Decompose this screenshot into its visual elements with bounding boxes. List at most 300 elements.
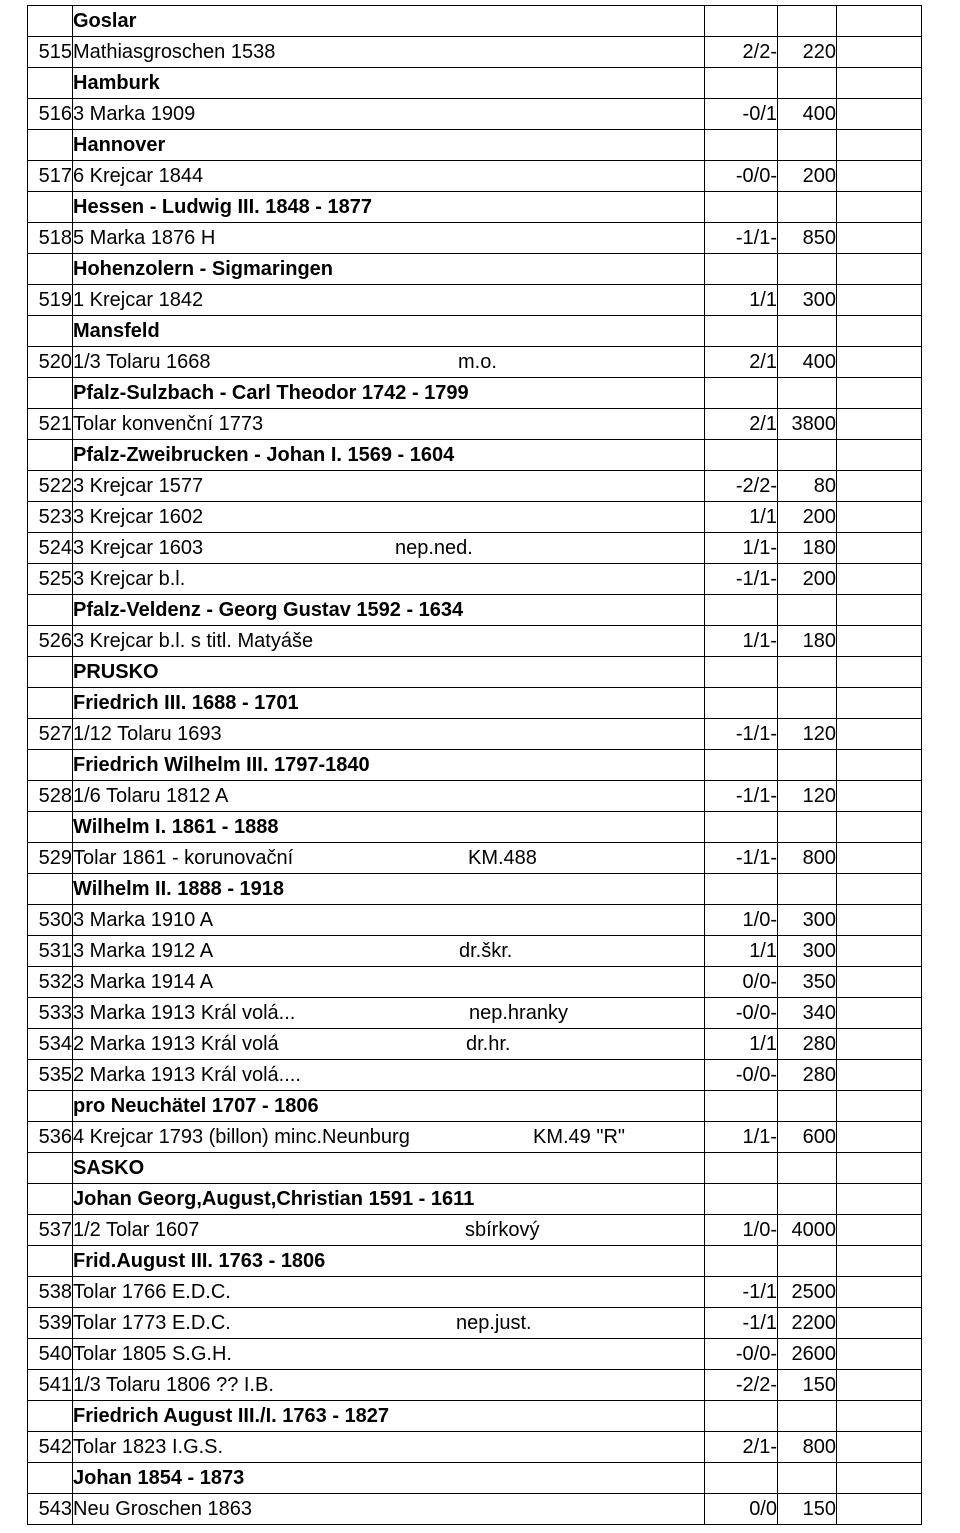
coin-row bbox=[28, 781, 922, 812]
empty-cell bbox=[837, 1370, 922, 1401]
coin-price: 400 bbox=[778, 347, 837, 378]
empty-cell bbox=[837, 688, 922, 719]
section-heading-row bbox=[28, 657, 922, 688]
empty-cell bbox=[837, 316, 922, 347]
coin-price bbox=[778, 1401, 837, 1432]
lot-number bbox=[28, 1153, 73, 1184]
lot-number bbox=[28, 595, 73, 626]
coin-price: 220 bbox=[778, 37, 837, 68]
coin-description-cell bbox=[73, 843, 705, 874]
section-title: Mansfeld bbox=[73, 316, 705, 347]
section-heading-row bbox=[28, 130, 922, 161]
lot-number: 529 bbox=[28, 843, 73, 874]
coin-description-cell bbox=[73, 1277, 705, 1308]
empty-cell bbox=[837, 440, 922, 471]
lot-number: 534 bbox=[28, 1029, 73, 1060]
coin-description-cell bbox=[73, 967, 705, 998]
coin-description-cell bbox=[73, 1308, 705, 1339]
section-heading-row bbox=[28, 316, 922, 347]
coin-description: 3 Marka 1909 bbox=[73, 103, 196, 125]
empty-cell bbox=[837, 967, 922, 998]
coin-price: 200 bbox=[778, 564, 837, 595]
coin-row bbox=[28, 1494, 922, 1525]
coin-description: 3 Krejcar 1603 bbox=[73, 537, 204, 559]
coin-grade: 1/1 bbox=[705, 1029, 778, 1060]
empty-cell bbox=[837, 1153, 922, 1184]
empty-cell bbox=[837, 626, 922, 657]
coin-price: 340 bbox=[778, 998, 837, 1029]
section-title: Wilhelm II. 1888 - 1918 bbox=[73, 874, 705, 905]
coin-row bbox=[28, 533, 922, 564]
coin-description-cell bbox=[73, 719, 705, 750]
lot-number bbox=[28, 6, 73, 37]
section-heading-row bbox=[28, 254, 922, 285]
coin-grade bbox=[705, 1463, 778, 1494]
coin-grade bbox=[705, 378, 778, 409]
coin-grade bbox=[705, 750, 778, 781]
section-heading-row bbox=[28, 750, 922, 781]
coin-price: 3800 bbox=[778, 409, 837, 440]
lot-number bbox=[28, 688, 73, 719]
coin-price: 80 bbox=[778, 471, 837, 502]
lot-number: 530 bbox=[28, 905, 73, 936]
coin-description-cell bbox=[73, 1215, 705, 1246]
coin-grade: 1/0- bbox=[705, 1215, 778, 1246]
coin-description-cell bbox=[73, 1432, 705, 1463]
coin-description: Tolar 1773 E.D.C. bbox=[73, 1312, 231, 1334]
lot-number: 535 bbox=[28, 1060, 73, 1091]
coin-row bbox=[28, 285, 922, 316]
coin-note: nep.hranky bbox=[469, 1002, 568, 1024]
coin-grade bbox=[705, 68, 778, 99]
coin-row bbox=[28, 1432, 922, 1463]
coin-description-cell bbox=[73, 1060, 705, 1091]
coin-grade: 0/0 bbox=[705, 1494, 778, 1525]
coin-description: Tolar 1823 I.G.S. bbox=[73, 1436, 224, 1458]
lot-number: 519 bbox=[28, 285, 73, 316]
coin-price: 300 bbox=[778, 285, 837, 316]
lot-number bbox=[28, 874, 73, 905]
lot-number bbox=[28, 657, 73, 688]
coin-grade bbox=[705, 874, 778, 905]
coin-price: 150 bbox=[778, 1370, 837, 1401]
coin-description-cell bbox=[73, 626, 705, 657]
coin-description: 4 Krejcar 1793 (billon) minc.Neunburg bbox=[73, 1126, 410, 1148]
section-heading-row bbox=[28, 1091, 922, 1122]
lot-number bbox=[28, 1463, 73, 1494]
section-heading-row bbox=[28, 378, 922, 409]
coin-row bbox=[28, 471, 922, 502]
section-title: Friedrich Wilhelm III. 1797-1840 bbox=[73, 750, 705, 781]
coin-price: 850 bbox=[778, 223, 837, 254]
section-heading-row bbox=[28, 1246, 922, 1277]
coin-price: 280 bbox=[778, 1060, 837, 1091]
lot-number: 515 bbox=[28, 37, 73, 68]
empty-cell bbox=[837, 1029, 922, 1060]
coin-description-cell bbox=[73, 37, 705, 68]
empty-cell bbox=[837, 285, 922, 316]
coin-row bbox=[28, 99, 922, 130]
coin-price: 2200 bbox=[778, 1308, 837, 1339]
section-heading-row bbox=[28, 440, 922, 471]
coin-price bbox=[778, 378, 837, 409]
section-title: Pfalz-Sulzbach - Carl Theodor 1742 - 1799 bbox=[73, 378, 705, 409]
coin-description-cell bbox=[73, 533, 705, 564]
coin-price bbox=[778, 130, 837, 161]
coin-description: 2 Marka 1913 Král volá.... bbox=[73, 1064, 301, 1086]
coin-description: 3 Krejcar 1602 bbox=[73, 506, 204, 528]
coin-grade bbox=[705, 316, 778, 347]
coin-grade: -1/1 bbox=[705, 1277, 778, 1308]
coin-price: 2500 bbox=[778, 1277, 837, 1308]
lot-number bbox=[28, 440, 73, 471]
section-title: Hohenzolern - Sigmaringen bbox=[73, 254, 705, 285]
coin-price bbox=[778, 657, 837, 688]
coin-row bbox=[28, 1060, 922, 1091]
empty-cell bbox=[837, 781, 922, 812]
empty-cell bbox=[837, 130, 922, 161]
section-title: Hessen - Ludwig III. 1848 - 1877 bbox=[73, 192, 705, 223]
coin-grade bbox=[705, 812, 778, 843]
lot-number: 528 bbox=[28, 781, 73, 812]
coin-price: 800 bbox=[778, 843, 837, 874]
section-heading-row bbox=[28, 812, 922, 843]
lot-number: 526 bbox=[28, 626, 73, 657]
section-title: Frid.August III. 1763 - 1806 bbox=[73, 1246, 705, 1277]
empty-cell bbox=[837, 1432, 922, 1463]
coin-price: 4000 bbox=[778, 1215, 837, 1246]
coin-row bbox=[28, 936, 922, 967]
coin-price bbox=[778, 1184, 837, 1215]
coin-grade bbox=[705, 254, 778, 285]
coin-grade bbox=[705, 657, 778, 688]
section-heading-row bbox=[28, 192, 922, 223]
coin-row bbox=[28, 223, 922, 254]
coin-price: 350 bbox=[778, 967, 837, 998]
empty-cell bbox=[837, 99, 922, 130]
lot-number bbox=[28, 1184, 73, 1215]
section-title: Hamburk bbox=[73, 68, 705, 99]
coin-price bbox=[778, 68, 837, 99]
coin-price bbox=[778, 192, 837, 223]
coin-description: 1/2 Tolar 1607 bbox=[73, 1219, 200, 1241]
empty-cell bbox=[837, 37, 922, 68]
coin-row bbox=[28, 843, 922, 874]
lot-number bbox=[28, 750, 73, 781]
coin-description: Tolar 1805 S.G.H. bbox=[73, 1343, 232, 1365]
empty-cell bbox=[837, 595, 922, 626]
lot-number: 541 bbox=[28, 1370, 73, 1401]
coin-row bbox=[28, 967, 922, 998]
section-title: Pfalz-Zweibrucken - Johan I. 1569 - 1604 bbox=[73, 440, 705, 471]
coin-price: 800 bbox=[778, 1432, 837, 1463]
coin-price: 280 bbox=[778, 1029, 837, 1060]
coin-row bbox=[28, 905, 922, 936]
lot-number: 540 bbox=[28, 1339, 73, 1370]
section-heading-row bbox=[28, 1463, 922, 1494]
coin-grade bbox=[705, 1153, 778, 1184]
coin-price: 300 bbox=[778, 905, 837, 936]
coin-description-cell bbox=[73, 347, 705, 378]
lot-number: 533 bbox=[28, 998, 73, 1029]
coin-grade: 0/0- bbox=[705, 967, 778, 998]
lot-number: 523 bbox=[28, 502, 73, 533]
coin-description-cell bbox=[73, 1370, 705, 1401]
empty-cell bbox=[837, 843, 922, 874]
coin-grade: -1/1- bbox=[705, 843, 778, 874]
lot-number: 522 bbox=[28, 471, 73, 502]
coin-description: 3 Marka 1912 A bbox=[73, 940, 214, 962]
coin-grade: -2/2- bbox=[705, 471, 778, 502]
section-title: Wilhelm I. 1861 - 1888 bbox=[73, 812, 705, 843]
empty-cell bbox=[837, 750, 922, 781]
coin-row bbox=[28, 1215, 922, 1246]
empty-cell bbox=[837, 223, 922, 254]
coin-grade bbox=[705, 192, 778, 223]
coin-description: Tolar 1766 E.D.C. bbox=[73, 1281, 231, 1303]
coin-grade: 1/1- bbox=[705, 1122, 778, 1153]
coin-price bbox=[778, 750, 837, 781]
coin-note: nep.just. bbox=[456, 1312, 532, 1334]
empty-cell bbox=[837, 347, 922, 378]
empty-cell bbox=[837, 936, 922, 967]
empty-cell bbox=[837, 1091, 922, 1122]
coin-row bbox=[28, 1308, 922, 1339]
coin-description: Tolar 1861 - korunovační bbox=[73, 847, 294, 869]
coin-description: 3 Marka 1910 A bbox=[73, 909, 214, 931]
coin-description: 3 Marka 1913 Král volá... bbox=[73, 1002, 296, 1024]
coin-grade bbox=[705, 688, 778, 719]
empty-cell bbox=[837, 1463, 922, 1494]
coin-description-cell bbox=[73, 781, 705, 812]
lot-number: 527 bbox=[28, 719, 73, 750]
coin-description: 5 Marka 1876 H bbox=[73, 227, 216, 249]
section-heading-row bbox=[28, 1184, 922, 1215]
coin-note: KM.49 "R" bbox=[533, 1126, 626, 1148]
lot-number: 524 bbox=[28, 533, 73, 564]
empty-cell bbox=[837, 812, 922, 843]
empty-cell bbox=[837, 409, 922, 440]
coin-description-cell bbox=[73, 936, 705, 967]
coin-price bbox=[778, 1153, 837, 1184]
lot-number: 520 bbox=[28, 347, 73, 378]
coin-price bbox=[778, 1091, 837, 1122]
lot-number: 521 bbox=[28, 409, 73, 440]
empty-cell bbox=[837, 1184, 922, 1215]
coin-price bbox=[778, 254, 837, 285]
lot-number bbox=[28, 192, 73, 223]
lot-number bbox=[28, 1246, 73, 1277]
coin-grade: -1/1- bbox=[705, 564, 778, 595]
empty-cell bbox=[837, 254, 922, 285]
lot-number bbox=[28, 68, 73, 99]
lot-number bbox=[28, 130, 73, 161]
coin-grade bbox=[705, 1246, 778, 1277]
empty-cell bbox=[837, 874, 922, 905]
coin-price: 400 bbox=[778, 99, 837, 130]
lot-number bbox=[28, 316, 73, 347]
coin-note: KM.488 bbox=[468, 847, 537, 869]
coin-grade: 2/1 bbox=[705, 409, 778, 440]
section-title: SASKO bbox=[73, 1153, 705, 1184]
coin-price: 600 bbox=[778, 1122, 837, 1153]
coin-row bbox=[28, 1122, 922, 1153]
catalog-body bbox=[28, 6, 922, 1525]
coin-grade: -0/1 bbox=[705, 99, 778, 130]
coin-description: 2 Marka 1913 Král volá bbox=[73, 1033, 279, 1055]
coin-description: 6 Krejcar 1844 bbox=[73, 165, 204, 187]
coin-row bbox=[28, 37, 922, 68]
coin-grade bbox=[705, 1401, 778, 1432]
coin-price: 120 bbox=[778, 719, 837, 750]
coin-grade: -2/2- bbox=[705, 1370, 778, 1401]
coin-grade bbox=[705, 130, 778, 161]
section-title: Friedrich III. 1688 - 1701 bbox=[73, 688, 705, 719]
coin-description-cell bbox=[73, 1122, 705, 1153]
coin-row bbox=[28, 409, 922, 440]
coin-price bbox=[778, 688, 837, 719]
coin-price: 2600 bbox=[778, 1339, 837, 1370]
empty-cell bbox=[837, 1308, 922, 1339]
lot-number: 517 bbox=[28, 161, 73, 192]
coin-note: dr.hr. bbox=[466, 1033, 511, 1055]
lot-number: 537 bbox=[28, 1215, 73, 1246]
lot-number: 518 bbox=[28, 223, 73, 254]
coin-price bbox=[778, 1246, 837, 1277]
coin-grade: 1/0- bbox=[705, 905, 778, 936]
empty-cell bbox=[837, 533, 922, 564]
coin-price: 150 bbox=[778, 1494, 837, 1525]
coin-price: 180 bbox=[778, 626, 837, 657]
coin-description: Neu Groschen 1863 bbox=[73, 1498, 253, 1520]
section-title: Friedrich August III./I. 1763 - 1827 bbox=[73, 1401, 705, 1432]
coin-note: nep.ned. bbox=[395, 537, 473, 559]
lot-number: 542 bbox=[28, 1432, 73, 1463]
section-title: Johan 1854 - 1873 bbox=[73, 1463, 705, 1494]
coin-description: 1/3 Tolaru 1668 bbox=[73, 351, 211, 373]
section-heading-row bbox=[28, 595, 922, 626]
lot-number bbox=[28, 1401, 73, 1432]
coin-note: sbírkový bbox=[465, 1219, 540, 1241]
lot-number bbox=[28, 1091, 73, 1122]
coin-grade: 1/1 bbox=[705, 502, 778, 533]
coin-description: Tolar konvenční 1773 bbox=[73, 413, 264, 435]
coin-description-cell bbox=[73, 223, 705, 254]
empty-cell bbox=[837, 68, 922, 99]
lot-number: 543 bbox=[28, 1494, 73, 1525]
coin-price bbox=[778, 812, 837, 843]
empty-cell bbox=[837, 719, 922, 750]
coin-row bbox=[28, 1370, 922, 1401]
empty-cell bbox=[837, 1122, 922, 1153]
coin-description-cell bbox=[73, 998, 705, 1029]
section-title: Goslar bbox=[73, 6, 705, 37]
coin-row bbox=[28, 998, 922, 1029]
coin-row bbox=[28, 1277, 922, 1308]
coin-description: Mathiasgroschen 1538 bbox=[73, 41, 276, 63]
coin-grade: -1/1- bbox=[705, 223, 778, 254]
coin-grade: -1/1 bbox=[705, 1308, 778, 1339]
coin-row bbox=[28, 1029, 922, 1060]
coin-price bbox=[778, 595, 837, 626]
coin-grade: 1/1 bbox=[705, 936, 778, 967]
coin-grade: 1/1- bbox=[705, 533, 778, 564]
coin-grade bbox=[705, 1184, 778, 1215]
lot-number: 531 bbox=[28, 936, 73, 967]
coin-description-cell bbox=[73, 1339, 705, 1370]
section-heading-row bbox=[28, 874, 922, 905]
section-title: Johan Georg,August,Christian 1591 - 1611 bbox=[73, 1184, 705, 1215]
empty-cell bbox=[837, 657, 922, 688]
lot-number: 538 bbox=[28, 1277, 73, 1308]
coin-description: 3 Krejcar b.l. s titl. Matyáše bbox=[73, 630, 314, 652]
section-heading-row bbox=[28, 6, 922, 37]
lot-number: 536 bbox=[28, 1122, 73, 1153]
coin-row bbox=[28, 626, 922, 657]
coin-row bbox=[28, 1339, 922, 1370]
lot-number: 525 bbox=[28, 564, 73, 595]
section-heading-row bbox=[28, 1153, 922, 1184]
coin-grade: -0/0- bbox=[705, 161, 778, 192]
empty-cell bbox=[837, 1060, 922, 1091]
section-title: Pfalz-Veldenz - Georg Gustav 1592 - 1634 bbox=[73, 595, 705, 626]
coin-row bbox=[28, 347, 922, 378]
lot-number: 539 bbox=[28, 1308, 73, 1339]
coin-description-cell bbox=[73, 409, 705, 440]
empty-cell bbox=[837, 378, 922, 409]
empty-cell bbox=[837, 1246, 922, 1277]
coin-grade: 1/1 bbox=[705, 285, 778, 316]
empty-cell bbox=[837, 161, 922, 192]
coin-grade: 2/1- bbox=[705, 1432, 778, 1463]
coin-grade: -0/0- bbox=[705, 1339, 778, 1370]
coin-grade: -0/0- bbox=[705, 998, 778, 1029]
lot-number bbox=[28, 378, 73, 409]
coin-description-cell bbox=[73, 99, 705, 130]
lot-number bbox=[28, 812, 73, 843]
coin-grade: -0/0- bbox=[705, 1060, 778, 1091]
coin-note: dr.škr. bbox=[459, 940, 513, 962]
coin-price: 200 bbox=[778, 502, 837, 533]
coin-grade: -1/1- bbox=[705, 781, 778, 812]
coin-catalog-table bbox=[27, 5, 922, 1525]
empty-cell bbox=[837, 502, 922, 533]
coin-row bbox=[28, 502, 922, 533]
lot-number bbox=[28, 254, 73, 285]
coin-description: 3 Krejcar b.l. bbox=[73, 568, 186, 590]
empty-cell bbox=[837, 564, 922, 595]
coin-description-cell bbox=[73, 1494, 705, 1525]
coin-price bbox=[778, 874, 837, 905]
coin-row bbox=[28, 161, 922, 192]
coin-row bbox=[28, 564, 922, 595]
coin-price bbox=[778, 440, 837, 471]
coin-grade bbox=[705, 440, 778, 471]
section-title: Hannover bbox=[73, 130, 705, 161]
section-heading-row bbox=[28, 1401, 922, 1432]
coin-price: 180 bbox=[778, 533, 837, 564]
coin-description-cell bbox=[73, 471, 705, 502]
coin-price bbox=[778, 6, 837, 37]
coin-description: 1 Krejcar 1842 bbox=[73, 289, 204, 311]
coin-description: 1/6 Tolaru 1812 A bbox=[73, 785, 229, 807]
coin-description-cell bbox=[73, 502, 705, 533]
empty-cell bbox=[837, 998, 922, 1029]
section-heading-row bbox=[28, 68, 922, 99]
coin-price bbox=[778, 1463, 837, 1494]
coin-description-cell bbox=[73, 905, 705, 936]
coin-description: 1/3 Tolaru 1806 ?? I.B. bbox=[73, 1374, 274, 1396]
